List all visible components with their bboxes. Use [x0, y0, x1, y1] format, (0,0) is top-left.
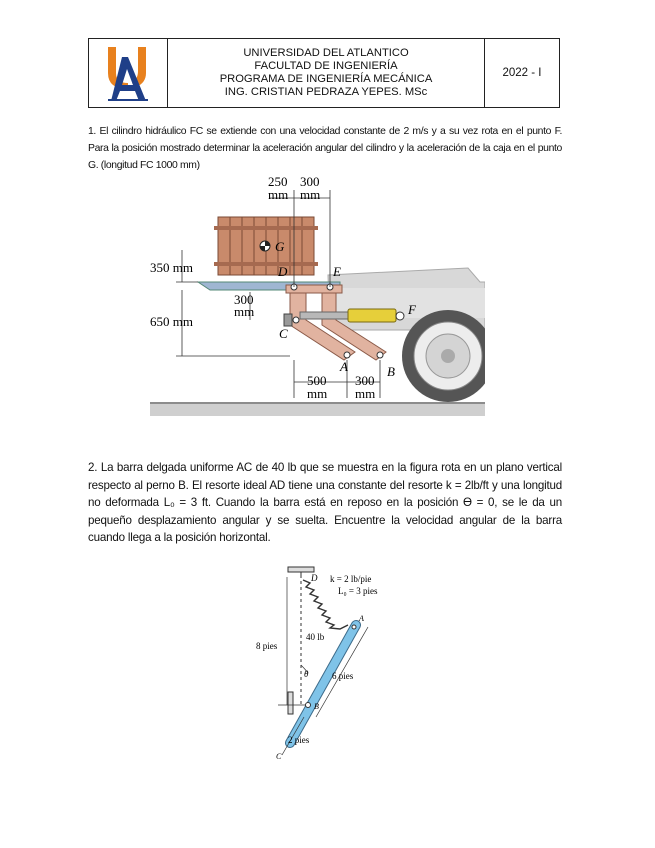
k-label: k = 2 lb/pie [330, 574, 372, 584]
dim-2: 2 pies [288, 735, 310, 745]
dim-500: 500 [307, 373, 327, 388]
label-G: G [275, 239, 285, 254]
problem-1-text: 1. El cilindro hidráulico FC se extiende con una velocidad constante de 2 m/s y a su vez rota en el punto F. Para la posición mostrado determinar la aceleración angular del cilindro y la aceleración de la caja en el punto G. (longitud FC 1000 mm) [88, 126, 562, 171]
period-cell [485, 39, 559, 107]
teacher-name: ING. CRISTIAN PEDRAZA YEPES. MSc [224, 86, 428, 98]
university-logo [102, 43, 154, 103]
dim-300-bottom: 300 [355, 373, 375, 388]
program-name: PROGRAMA DE INGENIERÍA MECÁNICA [219, 73, 433, 85]
header-title-cell [168, 39, 485, 107]
label-B: B [314, 702, 319, 711]
unit-mm-5: mm [355, 386, 376, 401]
label-theta: θ [304, 669, 309, 679]
university-name: UNIVERSIDAD DEL ATLANTICO [243, 47, 409, 59]
dim-300-mid: 300 [234, 292, 254, 307]
L0-label: L₀ = 3 pies [338, 586, 378, 596]
figure-slender-bar [248, 565, 408, 765]
logo-cell [89, 39, 168, 107]
header-table [88, 38, 560, 108]
dim-8: 8 pies [256, 641, 278, 651]
unit-mm-4: mm [307, 386, 328, 401]
unit-mm-1: mm [268, 187, 289, 202]
dim-350: 350 mm [150, 260, 193, 275]
unit-mm-3: mm [234, 304, 255, 319]
weight-label: 40 lb [306, 632, 325, 642]
figure-hydraulic-cylinder [150, 170, 485, 420]
dim-650: 650 mm [150, 314, 193, 329]
label-B: B [387, 364, 395, 379]
dim-6: 6 pies [332, 671, 354, 681]
label-E: E [333, 264, 341, 279]
problem-2-text: 2. La barra delgada uniforme AC de 40 lb que se muestra en la figura rota en un plano vertical respecto al perno B. El resorte ideal AD tiene una constante del resorte k = 2lb/ft y una longitud no deformada L₀ = 3 ft. Cuando la barra está en reposo en la posición ϴ = 0, se le da un pequeño desplazamiento angular y se suelta. Encuentre la velocidad angular de la barra cuando llega a la posición horizontal. [88, 461, 562, 544]
dim-300-top: 300 [300, 174, 320, 189]
label-A: A [359, 614, 364, 623]
unit-mm-2: mm [300, 187, 321, 202]
label-C: C [276, 752, 282, 761]
period-label: 2022 - I [502, 67, 542, 79]
dim-250: 250 [268, 174, 288, 189]
label-A: A [340, 359, 348, 374]
label-D: D [311, 573, 318, 583]
faculty-name: FACULTAD DE INGENIERÍA [254, 60, 398, 72]
label-D: D [278, 264, 288, 279]
label-F: F [408, 302, 416, 317]
label-C: C [279, 326, 288, 341]
